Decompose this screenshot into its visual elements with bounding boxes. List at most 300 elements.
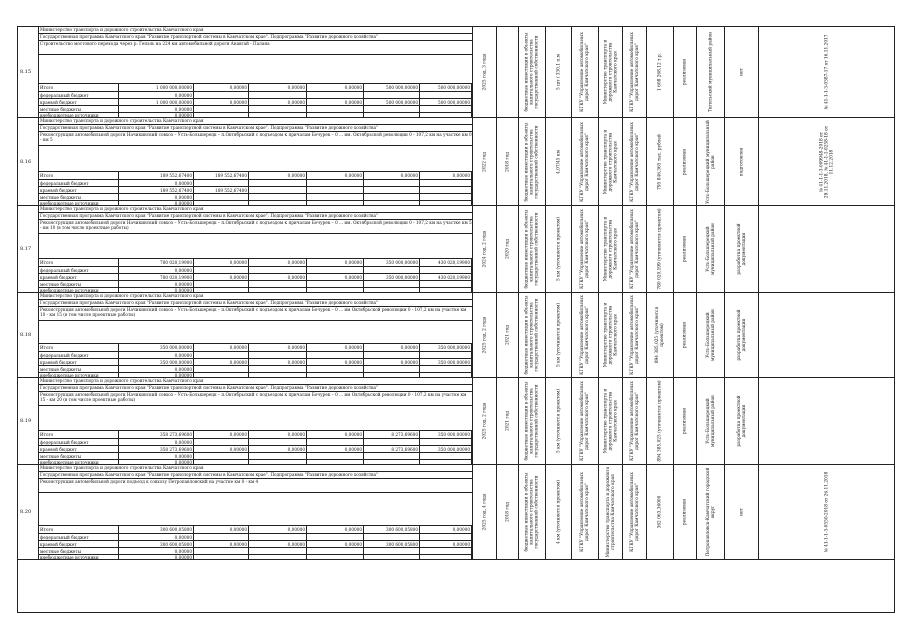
finance-row-label: федеральный бюджет: [39, 439, 119, 445]
vertical-text: нет: [739, 508, 744, 516]
finance-cell: 430 020,19900: [420, 274, 472, 280]
vertical-cell: [472, 465, 496, 559]
row-number-cell: [18, 206, 39, 292]
row-number-cell: [18, 293, 39, 377]
vertical-cell: [758, 206, 894, 292]
finance-row-label: местные бюджеты: [39, 366, 119, 372]
finance-table: [39, 83, 472, 118]
vertical-text: КГКУ "Управление автомобильных дорог Камчатского края": [580, 209, 590, 289]
vertical-cell: [724, 206, 758, 292]
finance-cell: 350 000,00000: [119, 359, 194, 365]
finance-cell: 0,00000: [119, 352, 194, 358]
finance-row: [39, 365, 472, 372]
finance-row: [39, 358, 472, 365]
vertical-text: реализован: [682, 498, 688, 526]
vertical-text: Министерство транспорта и дорожного строительства Камчатского края: [603, 39, 618, 105]
vertical-text: КГКУ "Управление автомобильных дорог Камчатского края": [629, 472, 640, 552]
program-line: Государственная программа Камчатского края "Развитие транспортной системы в Камчатском крае". Подпрограмма "Развитие дорожного хозяйства": [39, 385, 472, 392]
finance-cell: 0,00000: [119, 460, 194, 465]
finance-cell: 189 552,67400: [194, 187, 249, 193]
vertical-cell: [472, 293, 496, 377]
vertical-cell: [696, 465, 724, 559]
finance-cell: 0,00000: [420, 172, 472, 179]
vertical-columns: [472, 27, 894, 117]
ministry-line: Министерство транспорта и дорожного строительства Камчатского края: [39, 206, 472, 213]
finance-row: [39, 193, 472, 200]
vertical-text: 894 385,025 (уточняется проектом): [655, 306, 665, 364]
finance-cell: 0,00000: [119, 201, 194, 206]
project-block: [18, 27, 894, 118]
finance-row-label: местные бюджеты: [39, 194, 119, 200]
object-line: Реконструкция автомобильной дороги Начикинский совхоз – Усть-Большерецк – п.Октябрьский с подъездом к причалам Бочурек – 0 ... им. Октябрьской революции 0 - 107,2 км на участке км 0 - км 5: [39, 132, 472, 146]
finance-row: [39, 554, 472, 560]
finance-cell: 189 552,67400: [119, 172, 194, 179]
vertical-cell: [598, 27, 622, 117]
program-line: Государственная программа Камчатского края "Развитие транспортной системы в Камчатском крае". Подпрограмма "Развитие дорожного хозяйства": [39, 125, 472, 132]
vertical-cell: [496, 378, 518, 464]
finance-cell: 0,00000: [307, 526, 364, 533]
finance-row: [39, 540, 472, 547]
vertical-cell: [571, 465, 598, 559]
vertical-text: реализован: [682, 235, 688, 263]
finance-row-label: Итого: [39, 172, 119, 179]
finance-row: [39, 430, 472, 438]
finance-cell: [420, 555, 472, 560]
vertical-text: № 41-1-1-3-009948-2018 от 29.11.2018, № 41-1-1-0258-18 от 11.12.2018: [819, 125, 834, 198]
finance-row: [39, 179, 472, 186]
finance-row-label: федеральный бюджет: [39, 352, 119, 358]
finance-cell: 0,00000: [194, 526, 249, 533]
vertical-text: 5 км (уточняется проектом): [556, 303, 561, 367]
finance-cell: 0,00000: [420, 526, 472, 533]
finance-row: [39, 105, 472, 112]
vertical-cell: [622, 465, 646, 559]
program-line: Государственная программа Камчатского края "Развитие транспортной системы в Камчатском крае". Подпрограмма "Развитие дорожного хозяйства": [39, 300, 472, 307]
vertical-text: нет: [739, 68, 744, 76]
finance-cell: 189 552,67400: [119, 187, 194, 193]
vertical-text: Министерство транспорта и дорожного строительства Камчатского края: [603, 216, 618, 282]
vertical-cell: [696, 378, 724, 464]
vertical-text: 2025 год, 2 года: [482, 316, 487, 354]
vertical-cell: [696, 27, 724, 117]
vertical-text: бюджетные инвестиции в объекты капитального строительства государственной собственности: [524, 209, 540, 289]
row-number: 8.18: [20, 332, 32, 338]
vertical-cell: [758, 465, 894, 559]
finance-cell: 0,00000: [364, 344, 420, 351]
vertical-cell: [724, 465, 758, 559]
ministry-line: Министерство транспорта и дорожного строительства Камчатского края: [39, 27, 472, 34]
vertical-cell: [724, 118, 758, 205]
vertical-cell: [545, 293, 571, 377]
object-line: Реконструкция автомобильной дороги Начикинский совхоз – Усть-Большерецк – п.Октябрьский с подъездом к причалам Бочурек – 0 ... им. Октябрьской революции 0 - 107,2 км на участке км 5 - км 10 (в том числе проектные работы): [39, 220, 472, 234]
vertical-text: реализован: [682, 407, 688, 435]
document-table: [17, 26, 895, 613]
vertical-text: разработка проектной документации: [736, 395, 747, 447]
vertical-cell: [598, 293, 622, 377]
vertical-cell: [673, 293, 696, 377]
vertical-text: КГКУ "Управление автомобильных дорог Камчатского края": [580, 381, 590, 461]
finance-cell: 0,00000: [249, 172, 307, 179]
finance-table: [39, 258, 472, 293]
finance-row: [39, 171, 472, 179]
finance-row: [39, 273, 472, 280]
object-line: Реконструкция автомобильной дороги Начикинский совхоз – Усть-Большерецк – п.Октябрьский с подъездом к причалам Бочурек – 0 ... им Октябрьской революции 0 - 107,2 км на участке км 15 - км 20 (в том числе проектные работы): [39, 392, 472, 406]
finance-cell: 0,00000: [249, 446, 307, 452]
finance-cell: 350 000,00000: [420, 359, 472, 365]
vertical-columns: [472, 465, 894, 559]
finance-row-label: Итого: [39, 526, 119, 533]
finance-cell: 0,00000: [194, 259, 249, 266]
finance-cell: 780 020,19900: [119, 259, 194, 266]
vertical-text: 894 385,025 (уточняется проектом): [657, 380, 663, 462]
row-number: 8.20: [20, 509, 32, 515]
vertical-cell: [622, 118, 646, 205]
vertical-cell: [518, 293, 545, 377]
finance-cell: 8 273,69600: [364, 431, 420, 438]
finance-cell: 0,00000: [119, 555, 194, 560]
vertical-text: КГКУ "Управление автомобильных дорог Камчатского края": [580, 472, 590, 552]
vertical-text: КГКУ "Управление автомобильных дорог Камчатского края": [580, 32, 590, 112]
finance-cell: 0,00000: [119, 548, 194, 554]
finance-cell: 300 600,05800: [364, 541, 420, 547]
finance-row-label: краевой бюджет: [39, 446, 119, 452]
vertical-cell: [545, 378, 571, 464]
vertical-cell: [496, 465, 518, 559]
vertical-cell: [472, 378, 496, 464]
finance-cell: 430 020,19900: [420, 259, 472, 266]
vertical-text: КГКУ "Управление автомобильных дорог Камчатского края": [580, 121, 590, 202]
row-number: 8.17: [20, 246, 32, 252]
finance-row: [39, 266, 472, 273]
finance-cell: 0,00000: [420, 541, 472, 547]
vertical-text: 2025 год, 3 года: [482, 53, 487, 91]
vertical-cell: [758, 27, 894, 117]
finance-cell: 0,00000: [307, 446, 364, 452]
vertical-cell: [724, 293, 758, 377]
finance-cell: 189 552,67400: [194, 172, 249, 179]
vertical-text: 5 км (уточняется проектом): [556, 217, 561, 281]
project-block: [18, 206, 894, 293]
vertical-cell: [696, 206, 724, 292]
finance-cell: 0,00000: [249, 84, 307, 91]
vertical-cell: [646, 118, 673, 205]
vertical-cell: [622, 27, 646, 117]
vertical-cell: [724, 27, 758, 117]
vertical-text: 2025 год, 2 года: [482, 402, 487, 440]
finance-cell: 0,00000: [194, 446, 249, 452]
vertical-cell: [673, 378, 696, 464]
finance-cell: 300 600,05800: [119, 541, 194, 547]
finance-row-label: федеральный бюджет: [39, 180, 119, 186]
vertical-cell: [598, 206, 622, 292]
finance-cell: 0,00000: [119, 194, 194, 200]
vertical-cell: [571, 378, 598, 464]
vertical-cell: [646, 293, 673, 377]
finance-cell: 0,00000: [119, 439, 194, 445]
finance-cell: 0,00000: [307, 99, 364, 105]
finance-cell: 0,00000: [307, 172, 364, 179]
vertical-cell: [496, 118, 518, 205]
finance-row: [39, 533, 472, 540]
vertical-text: 2025 год, 4 года: [482, 493, 487, 531]
vertical-cell: [758, 378, 894, 464]
vertical-cell: [646, 27, 673, 117]
ministry-line: Министерство транспорта и дорожного строительства Камчатского края: [39, 378, 472, 385]
vertical-cell: [758, 293, 894, 377]
row-number: 8.19: [20, 418, 32, 424]
finance-cell: 0,00000: [307, 84, 364, 91]
finance-cell: 1 000 000,00000: [119, 84, 194, 91]
row-number-cell: [18, 378, 39, 464]
vertical-text: Петропавловск-Камчатский городской округ: [705, 467, 716, 557]
vertical-cell: [518, 118, 545, 205]
finance-row: [39, 280, 472, 287]
vertical-text: 780 020,199 (уточняется проектом): [657, 208, 663, 290]
project-block: [18, 378, 894, 465]
vertical-cell: [472, 206, 496, 292]
vertical-text: разработка проектной документации: [736, 309, 747, 361]
finance-row: [39, 525, 472, 533]
finance-row-label: местные бюджеты: [39, 281, 119, 287]
vertical-text: 4,07/45 км: [556, 149, 561, 174]
vertical-text: бюджетные инвестиции в объекты капитального строительства государственной собственности: [524, 472, 540, 552]
vertical-cell: [696, 293, 724, 377]
finance-row-label: внебюджетные источники: [39, 555, 119, 560]
finance-row-label: внебюджетные источники: [39, 201, 119, 206]
finance-row-label: федеральный бюджет: [39, 267, 119, 273]
row-number: 8.15: [20, 69, 32, 75]
vertical-text: 4 км (уточняется проектом): [556, 480, 561, 544]
vertical-text: 2018 год: [505, 502, 510, 522]
finance-cell: 358 273,69600: [119, 431, 194, 438]
finance-cell: [307, 555, 364, 560]
finance-cell: 0,00000: [194, 99, 249, 105]
vertical-cell: [571, 118, 598, 205]
finance-row-label: внебюджетные источники: [39, 373, 119, 378]
finance-cell: 0,00000: [249, 431, 307, 438]
vertical-text: Усть-Большерецкий муниципальный район: [705, 119, 716, 204]
program-line: Государственная программа Камчатского края "Развитие транспортной системы в Камчатском крае". Подпрограмма "Развитие дорожного хозяйства": [39, 213, 472, 220]
ministry-line: Министерство транспорта и дорожного строительства Камчатского края: [39, 465, 472, 472]
vertical-cell: [673, 118, 696, 205]
vertical-text: 5 шт / 330,1 п.м: [556, 54, 561, 90]
finance-cell: 0,00000: [119, 366, 194, 372]
vertical-columns: [472, 293, 894, 377]
finance-cell: 0,00000: [364, 359, 420, 365]
finance-cell: 0,00000: [307, 274, 364, 280]
row-number: 8.16: [20, 158, 32, 165]
vertical-cell: [571, 206, 598, 292]
vertical-cell: [472, 27, 496, 117]
row-number-cell: [18, 465, 39, 559]
finance-cell: 0,00000: [364, 172, 420, 179]
vertical-cell: [472, 118, 496, 205]
vertical-text: 2024 год, 2 года: [482, 230, 487, 268]
finance-cell: 780 020,19900: [119, 274, 194, 280]
finance-cell: [364, 555, 420, 560]
finance-cell: [194, 555, 249, 560]
vertical-text: подготовлен: [739, 147, 744, 176]
vertical-cell: [622, 378, 646, 464]
finance-cell: 0,00000: [119, 113, 194, 118]
vertical-cell: [518, 206, 545, 292]
vertical-columns: [472, 378, 894, 464]
vertical-cell: [696, 118, 724, 205]
vertical-cell: [673, 27, 696, 117]
vertical-text: 795 846,365 тыс. рублей: [657, 133, 663, 190]
finance-cell: 0,00000: [307, 259, 364, 266]
finance-row-label: федеральный бюджет: [39, 92, 119, 98]
finance-cell: 350 000,00000: [119, 344, 194, 351]
object-line: Строительство мостового перехода через р. Гепэль на 224 км автомобильной дороги Анавгай - Палана: [39, 41, 472, 55]
vertical-text: Министерство транспорта и дорожного строительства Камчатского края: [603, 302, 618, 368]
finance-cell: 0,00000: [194, 359, 249, 365]
finance-cell: 0,00000: [307, 541, 364, 547]
finance-row-label: краевой бюджет: [39, 541, 119, 547]
finance-row-label: Итого: [39, 84, 119, 91]
finance-row-label: краевой бюджет: [39, 359, 119, 365]
finance-cell: 0,00000: [119, 453, 194, 459]
vertical-cell: [646, 378, 673, 464]
finance-cell: 0,00000: [119, 288, 194, 293]
finance-row-label: федеральный бюджет: [39, 534, 119, 540]
vertical-text: № 41-1-1-3-0387-17 от 16.11.2017: [824, 34, 829, 110]
vertical-cell: [673, 465, 696, 559]
vertical-text: Министерство транспорта и дорожного строительства Камчатского края: [605, 466, 616, 558]
vertical-cell: [646, 206, 673, 292]
vertical-text: Тигильский муниципальный район: [708, 32, 713, 112]
finance-cell: 0,00000: [119, 534, 194, 540]
finance-cell: 1 000 000,00000: [119, 99, 194, 105]
finance-row: [39, 83, 472, 91]
vertical-cell: [518, 378, 545, 464]
finance-cell: 500 000,00000: [364, 99, 420, 105]
finance-cell: 0,00000: [249, 541, 307, 547]
vertical-text: бюджетные инвестиции в объекты капитального строительства государственной собственности: [524, 295, 540, 375]
finance-row-label: местные бюджеты: [39, 106, 119, 112]
finance-row: [39, 91, 472, 98]
vertical-cell: [571, 293, 598, 377]
vertical-text: 1 608 268,12 т.р.: [657, 53, 663, 91]
row-number-cell: [18, 118, 39, 205]
vertical-text: бюджетные инвестиции в объекты капитального строительства государственной собственности: [524, 122, 540, 201]
finance-row: [39, 186, 472, 193]
vertical-text: бюджетные инвестиции в объекты капитального строительства государственной собственности: [524, 381, 540, 461]
finance-cell: 0,00000: [194, 84, 249, 91]
finance-row: [39, 547, 472, 554]
vertical-cell: [646, 465, 673, 559]
finance-cell: 0,00000: [119, 180, 194, 186]
vertical-cell: [598, 378, 622, 464]
project-block: [18, 465, 894, 560]
finance-row: [39, 351, 472, 358]
finance-cell: 350 000,00000: [364, 259, 420, 266]
finance-table: [39, 430, 472, 465]
vertical-text: 2020 год: [505, 239, 510, 259]
finance-row: [39, 343, 472, 351]
vertical-columns: [472, 206, 894, 292]
vertical-cell: [622, 293, 646, 377]
finance-cell: 0,00000: [194, 274, 249, 280]
vertical-cell: [724, 378, 758, 464]
vertical-text: бюджетные инвестиции в объекты капитального строительства государственной собственности: [524, 32, 540, 112]
finance-row: [39, 438, 472, 445]
finance-cell: 0,00000: [307, 359, 364, 365]
finance-cell: 0,00000: [119, 267, 194, 273]
finance-cell: [249, 555, 307, 560]
vertical-text: Министерство транспорта и дорожного строительства Камчатского края: [603, 129, 618, 194]
vertical-text: Министерство транспорта и дорожного строительства Камчатского края: [603, 388, 618, 454]
finance-cell: 350 000,00000: [420, 446, 472, 452]
finance-row-label: краевой бюджет: [39, 99, 119, 105]
vertical-cell: [598, 465, 622, 559]
finance-cell: 500 000,00000: [420, 99, 472, 105]
finance-row-label: местные бюджеты: [39, 548, 119, 554]
project-block: [18, 293, 894, 378]
vertical-text: КГКУ "Управление автомобильных дорог Камчатского края": [629, 295, 640, 375]
finance-cell: 350 000,00000: [420, 344, 472, 351]
finance-row: [39, 452, 472, 459]
vertical-cell: [518, 465, 545, 559]
vertical-cell: [518, 27, 545, 117]
vertical-text: реализован: [682, 58, 688, 86]
vertical-cell: [545, 465, 571, 559]
vertical-text: 2022 год: [482, 151, 487, 172]
vertical-text: 362 063,36000: [657, 495, 663, 529]
vertical-text: КГКУ "Управление автомобильных дорог Камчатского края": [629, 381, 640, 461]
finance-table: [39, 171, 472, 206]
finance-cell: 0,00000: [249, 359, 307, 365]
vertical-text: Усть-Большерецкий муниципальный район: [705, 395, 716, 447]
finance-row-label: местные бюджеты: [39, 453, 119, 459]
vertical-columns: [472, 118, 894, 205]
finance-cell: 300 600,05800: [364, 526, 420, 533]
vertical-text: 2021 год: [505, 325, 510, 345]
finance-cell: 0,00000: [249, 344, 307, 351]
finance-cell: 0,00000: [249, 274, 307, 280]
program-line: Государственная программа Камчатского края "Развитие транспортной системы в Камчатском крае". Подпрограмма "Развитие дорожного хозяйства": [39, 34, 472, 41]
vertical-text: КГКУ "Управление автомобильных дорог Камчатского края": [629, 32, 640, 112]
finance-row-label: Итого: [39, 259, 119, 266]
finance-cell: 0,00000: [249, 526, 307, 533]
vertical-cell: [496, 27, 518, 117]
vertical-text: 5 км (уточняется проектом): [556, 389, 561, 453]
vertical-cell: [598, 118, 622, 205]
vertical-cell: [758, 118, 894, 205]
finance-cell: 0,00000: [194, 431, 249, 438]
finance-cell: 0,00000: [194, 541, 249, 547]
finance-cell: 350 000,00000: [364, 274, 420, 280]
vertical-cell: [545, 27, 571, 117]
ministry-line: Министерство транспорта и дорожного строительства Камчатского края: [39, 293, 472, 300]
vertical-cell: [545, 118, 571, 205]
program-line: Государственная программа Камчатского края "Развитие транспортной системы в Камчатском крае". Подпрограмма "Развитие дорожного хозяйства": [39, 472, 472, 479]
object-line: Реконструкция автомобильной дороги Начикинский совхоз – Усть-Большерецк – п.Октябрьский с подъездом к причалам Бочурек – 0 ... им Октябрьской революции 0 - 107,2 км на участке км 10 - км 15 (в том числе проектные работы): [39, 307, 472, 321]
finance-row-label: внебюджетные источники: [39, 113, 119, 118]
finance-cell: 0,00000: [119, 373, 194, 378]
finance-cell: 500 000,00000: [364, 84, 420, 91]
vertical-text: разработка проектной документации: [736, 223, 747, 275]
ministry-line: Министерство транспорта и дорожного строительства Камчатского края: [39, 118, 472, 125]
finance-cell: 0,00000: [119, 281, 194, 287]
finance-cell: 358 273,69600: [119, 446, 194, 452]
vertical-text: КГКУ "Управление автомобильных дорог Камчатского края": [629, 209, 640, 289]
finance-cell: 0,00000: [307, 344, 364, 351]
vertical-text: КГКУ "Управление автомобильных дорог Камчатского края": [629, 121, 640, 202]
finance-table: [39, 525, 472, 560]
finance-cell: 8 273,69600: [364, 446, 420, 452]
finance-row-label: краевой бюджет: [39, 274, 119, 280]
